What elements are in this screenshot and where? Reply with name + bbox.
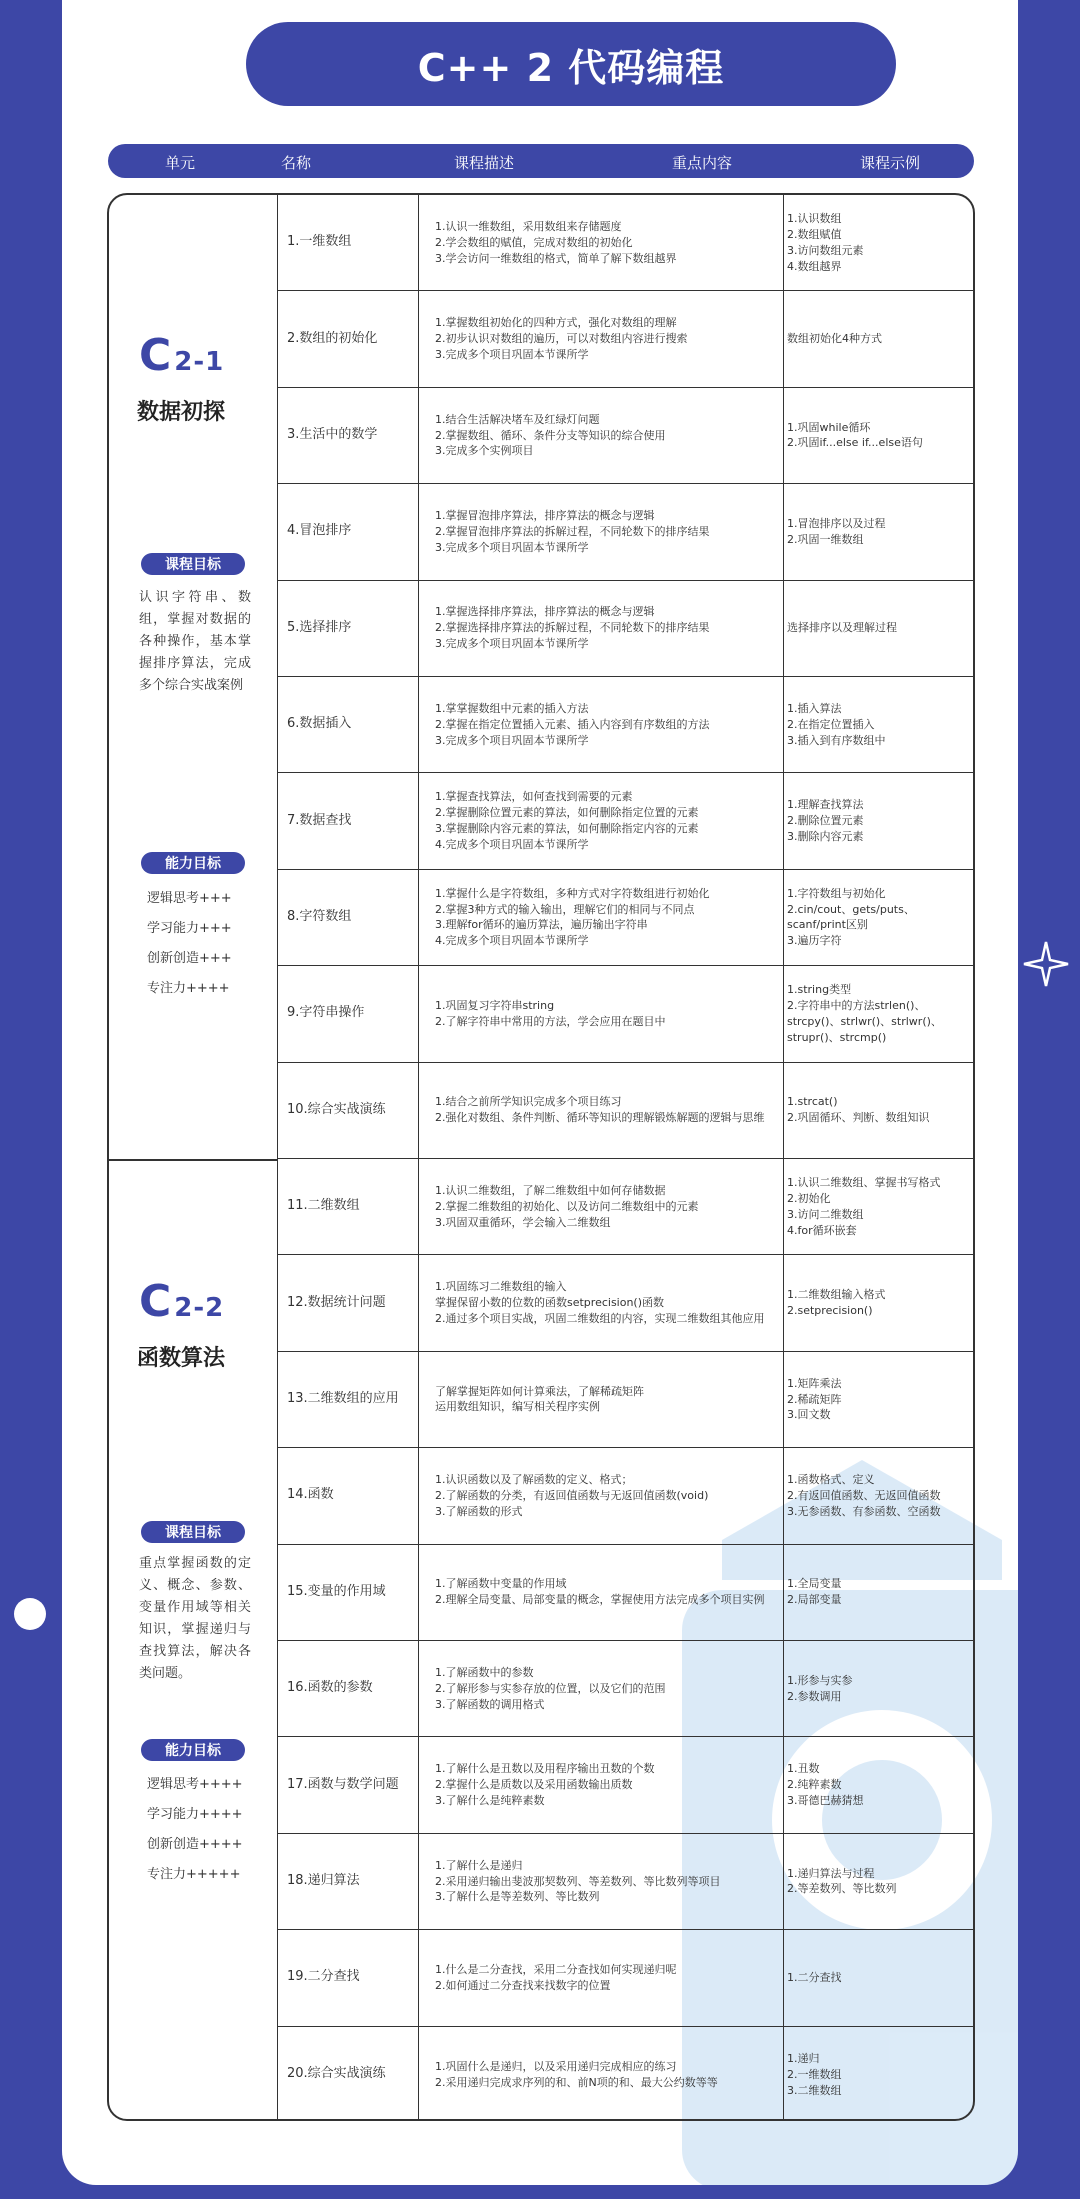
lesson-description [435,1737,769,1832]
description-line: 2.掌握数组、循环、条件分支等知识的综合使用 [435,428,666,442]
lesson-name: 1.一维数组 [287,234,352,250]
lesson-name: 3.生活中的数学 [287,427,378,443]
unit-name: 函数算法 [137,1346,226,1371]
example-line: 1.string类型 [787,983,852,996]
example-line: 2.初始化 [787,1191,831,1205]
lesson-name: 2.数组的初始化 [287,330,378,346]
decorative-dot [14,1598,46,1630]
example-line: 1.二分查找 [787,1970,842,1984]
example-line: 3.插入到有序数组中 [787,733,886,747]
lesson-examples [787,1737,973,1832]
lesson-examples [787,1545,973,1640]
description-line: 3.完成多个实例项目 [435,444,534,458]
table-row [277,388,975,484]
description-line: 2.通过多个项目实战，巩固二维数组的内容，实现二维数组其他应用 [435,1312,765,1326]
description-line: 1.认识函数以及了解函数的定义、格式； [435,1472,633,1486]
example-line: 1.巩固while循环 [787,420,871,434]
lesson-examples [787,1063,973,1158]
example-line: 2.删除位置元素 [787,814,864,828]
example-line: 1.插入算法 [787,701,842,715]
example-line: 1.认识数组 [787,211,842,225]
description-line: 2.掌握冒泡排序算法的拆解过程，不同轮数下的排序结果 [435,524,710,538]
example-line: 2.稀疏矩阵 [787,1392,842,1406]
table-row [277,1448,975,1544]
example-line: 1.字符数组与初始化 [787,886,886,900]
lesson-description [435,1545,769,1640]
description-line: 2.了解函数的分类，有返回值函数与无返回值函数(void) [435,1488,709,1502]
table-row [277,1063,975,1159]
lesson-examples [787,1641,973,1736]
lesson-examples [787,1352,973,1447]
lesson-examples [787,195,973,290]
description-line: 2.采用递归完成求序列的和、前N项的和、最大公约数等等 [435,2075,718,2089]
description-line: 2.掌握二维数组的初始化、以及访问二维数组中的元素 [435,1199,699,1213]
ability-label: 能力目标 [141,1739,245,1761]
lesson-examples [787,1255,973,1350]
description-line: 3.学会访问一维数组的格式，简单了解下数组越界 [435,251,677,265]
goal-text: 认识字符串、数组，掌握对数据的各种操作，基本掌握排序算法，完成多个综合实战案例 [139,590,251,694]
lesson-examples [787,870,973,965]
header-examples: 课程示例 [859,154,921,172]
description-line: 3.完成多个项目巩固本节课所学 [435,733,589,747]
unit-code: C2-2 [139,1276,225,1327]
lesson-description [435,1641,769,1736]
course-table [107,193,975,2121]
description-line: 1.什么是二分查找，采用二分查找如何实现递归呢 [435,1962,677,1976]
header-name: 名称 [280,154,312,172]
ability-item: 逻辑思考+++ [147,891,232,906]
example-line: 2.参数调用 [787,1689,842,1703]
description-line: 1.了解什么是丑数以及用程序输出丑数的个数 [435,1762,655,1776]
description-line: 4.完成多个项目巩固本节课所学 [435,934,589,948]
example-line: 4.for循环嵌套 [787,1223,857,1237]
example-line: 1.strcat() [787,1095,838,1109]
example-line: 2.setprecision() [787,1304,873,1318]
description-line: 2.理解全局变量、局部变量的概念，掌握使用方法完成多个项目实例 [435,1593,765,1607]
description-line: 3.了解什么是等差数列、等比数列 [435,1890,600,1904]
lesson-name: 8.字符数组 [287,909,352,925]
lesson-examples [787,581,973,676]
description-line: 1.认识二维数组，了解二维数组中如何存储数据 [435,1183,666,1197]
lesson-description [435,773,769,868]
description-line: 1.巩固练习二维数组的输入 [435,1280,567,1294]
lesson-description [435,1448,769,1543]
description-line: 2.掌握什么是质数以及采用函数输出质数 [435,1778,633,1792]
lesson-name: 20.综合实战演练 [287,2066,386,2082]
goal-text: 重点掌握函数的定义、概念、参数、变量作用域等相关知识，掌握递归与查找算法，解决各类问题。 [139,1556,251,1682]
description-line: 2.采用递归输出斐波那契数列、等差数列、等比数列等项目 [435,1874,721,1888]
ability-item: 学习能力++++ [147,1807,243,1822]
table-row [277,195,975,291]
description-line: 2.学会数组的赋值，完成对数组的初始化 [435,235,633,249]
description-line: 1.掌握冒泡排序算法，排序算法的概念与逻辑 [435,508,655,522]
example-line: 1.矩阵乘法 [787,1376,842,1390]
description-line: 1.掌掌握数组中元素的插入方法 [435,701,589,715]
sparkle-icon [1022,940,1070,988]
lesson-name: 11.二维数组 [287,1198,360,1214]
description-line: 1.结合之前所学知识完成多个项目练习 [435,1095,622,1109]
table-row [277,966,975,1062]
description-line: 2.了解形参与实参存放的位置，以及它们的范围 [435,1681,666,1695]
example-line: 3.回文数 [787,1408,831,1422]
table-header [108,144,974,178]
table-row [277,1641,975,1737]
example-line: 2.局部变量 [787,1593,842,1607]
example-line: 3.删除内容元素 [787,830,864,844]
table-row [277,677,975,773]
example-line: 数组初始化4种方式 [787,332,882,346]
lesson-description [435,966,769,1061]
lesson-description [435,2027,769,2121]
description-line: 2.掌握选择排序算法的拆解过程，不同轮数下的排序结果 [435,621,710,635]
example-line: 1.全局变量 [787,1577,842,1591]
description-line: 2.如何通过二分查找来找数字的位置 [435,1978,611,1992]
description-line: 1.掌握选择排序算法，排序算法的概念与逻辑 [435,605,655,619]
description-line: 4.完成多个项目巩固本节课所学 [435,838,589,852]
ability-item: 创新创造+++ [147,951,232,966]
lesson-name: 7.数据查找 [287,812,352,828]
lesson-name: 9.字符串操作 [287,1005,365,1021]
lesson-examples [787,2027,973,2121]
lesson-description [435,581,769,676]
table-row [277,1545,975,1641]
description-line: 2.强化对数组、条件判断、循环等知识的理解锻炼解题的逻辑与思维 [435,1111,765,1125]
goal-label: 课程目标 [141,553,245,575]
table-row [277,291,975,387]
lesson-description [435,388,769,483]
example-line: 1.认识二维数组、掌握书写格式 [787,1175,941,1189]
example-line: 1.丑数 [787,1762,820,1776]
lesson-examples [787,291,973,386]
lesson-examples [787,484,973,579]
header-key-content: 重点内容 [671,154,733,172]
unit-c2-1 [109,195,277,1159]
lesson-description [435,1352,769,1447]
example-line: 2.数组赋值 [787,227,842,241]
table-row [277,484,975,580]
lesson-description [435,1159,769,1254]
example-line: 3.无参函数、有参函数、空函数 [787,1504,941,1518]
lesson-description [435,1063,769,1158]
lesson-description [435,195,769,290]
unit-code: C2-1 [139,330,225,381]
example-line: 3.遍历字符 [787,934,842,948]
unit-c2-2 [109,1161,277,2121]
content-panel [62,0,1018,2185]
lesson-name: 16.函数的参数 [287,1680,373,1696]
example-line: 2.巩固循环、判断、数组知识 [787,1111,930,1125]
unit-name: 数据初探 [137,400,226,425]
example-line: 2.等差数列、等比数列 [787,1882,897,1896]
table-row [277,870,975,966]
lesson-name: 18.递归算法 [287,1873,360,1889]
lesson-examples [787,966,973,1061]
lesson-name: 17.函数与数学问题 [287,1776,399,1792]
description-line: 1.了解什么是递归 [435,1858,523,1872]
table-row [277,581,975,677]
table-row [277,773,975,869]
example-line: 3.二维数组 [787,2083,842,2097]
example-line: 2.巩固一维数组 [787,532,864,546]
page-title: C++ 2 代码编程 [246,22,896,106]
description-line: 3.完成多个项目巩固本节课所学 [435,637,589,651]
header-unit: 单元 [164,154,196,172]
description-line: 1.了解函数中变量的作用域 [435,1577,567,1591]
example-line: 2.cin/cout、gets/puts、scanf/print区别 [787,902,915,932]
lesson-description [435,1255,769,1350]
example-line: 1.理解查找算法 [787,798,864,812]
lesson-name: 15.变量的作用域 [287,1583,386,1599]
example-line: 3.哥德巴赫猜想 [787,1794,864,1808]
description-line: 2.掌握在指定位置插入元素、插入内容到有序数组的方法 [435,717,710,731]
description-line: 1.结合生活解决堵车及红绿灯问题 [435,412,600,426]
lesson-examples [787,1930,973,2025]
description-line: 3.了解函数的形式 [435,1504,523,1518]
lesson-description [435,1834,769,1929]
lesson-examples [787,677,973,772]
description-line: 运用数组知识，编写相关程序实例 [435,1400,600,1414]
description-line: 了解掌握矩阵如何计算乘法，了解稀疏矩阵 [435,1384,644,1398]
example-line: 1.递归 [787,2051,820,2065]
example-line: 2.巩固if...else if...else语句 [787,436,923,450]
description-line: 1.了解函数中的参数 [435,1665,534,1679]
example-line: 3.访问数组元素 [787,243,864,257]
description-line: 1.认识一维数组，采用数组来存储题度 [435,219,622,233]
table-row [277,1834,975,1930]
lesson-description [435,484,769,579]
description-line: 1.掌握什么是字符数组，多种方式对字符数组进行初始化 [435,886,710,900]
example-line: 2.有返回值函数、无返回值函数 [787,1488,941,1502]
ability-item: 学习能力+++ [147,921,232,936]
lesson-description [435,1930,769,2025]
lesson-name: 6.数据插入 [287,716,352,732]
lesson-examples [787,1448,973,1543]
example-line: 2.字符串中的方法strlen()、strcpy()、strlwr()、strlwr()、strupr()、strcmp() [787,998,942,1044]
ability-label: 能力目标 [141,852,245,874]
description-line: 3.完成多个项目巩固本节课所学 [435,348,589,362]
lesson-name: 5.选择排序 [287,619,352,635]
lesson-name: 12.数据统计问题 [287,1294,386,1310]
lesson-name: 14.函数 [287,1487,334,1503]
lesson-examples [787,388,973,483]
example-line: 3.访问二维数组 [787,1207,864,1221]
lesson-description [435,870,769,965]
description-line: 1.巩固什么是递归，以及采用递归完成相应的练习 [435,2059,677,2073]
ability-item: 专注力++++ [147,981,230,996]
description-line: 掌握保留小数的位数的函数setprecision()函数 [435,1296,665,1310]
example-line: 4.数组越界 [787,259,842,273]
description-line: 2.掌握删除位置元素的算法，如何删除指定位置的元素 [435,806,699,820]
lesson-name: 19.二分查找 [287,1969,360,1985]
description-line: 3.了解什么是纯粹素数 [435,1794,545,1808]
ability-item: 创新创造++++ [147,1837,243,1852]
lesson-name: 10.综合实战演练 [287,1101,386,1117]
lesson-description [435,291,769,386]
lesson-name: 13.二维数组的应用 [287,1391,399,1407]
header-description: 课程描述 [453,154,515,172]
description-line: 1.巩固复习字符串string [435,998,555,1012]
example-line: 1.函数格式、定义 [787,1472,875,1486]
lesson-description [435,677,769,772]
description-line: 3.巩固双重循环，学会输入二维数组 [435,1215,611,1229]
description-line: 1.掌握数组初始化的四种方式，强化对数组的理解 [435,316,677,330]
example-line: 选择排序以及理解过程 [787,621,897,635]
ability-item: 专注力+++++ [147,1867,241,1882]
description-line: 2.了解字符串中常用的方法，学会应用在题目中 [435,1014,666,1028]
example-line: 2.在指定位置插入 [787,717,875,731]
ability-item: 逻辑思考++++ [147,1777,243,1792]
description-line: 3.完成多个项目巩固本节课所学 [435,540,589,554]
example-line: 1.冒泡排序以及过程 [787,516,886,530]
example-line: 1.递归算法与过程 [787,1866,875,1880]
description-line: 1.掌握查找算法，如何查找到需要的元素 [435,790,633,804]
example-line: 1.二维数组输入格式 [787,1288,886,1302]
example-line: 2.一维数组 [787,2067,842,2081]
lesson-examples [787,1834,973,1929]
table-row [277,1159,975,1255]
example-line: 1.形参与实参 [787,1673,853,1687]
description-line: 3.理解for循环的遍历算法，遍历输出字符串 [435,918,648,932]
description-line: 2.初步认识对数组的遍历，可以对数组内容进行搜索 [435,332,688,346]
goal-label: 课程目标 [141,1521,245,1543]
table-row [277,1930,975,2026]
example-line: 2.纯粹素数 [787,1778,842,1792]
description-line: 3.掌握删除内容元素的算法，如何删除指定内容的元素 [435,822,699,836]
table-row [277,1737,975,1833]
table-row [277,2027,975,2121]
table-row [277,1255,975,1351]
table-row [277,1352,975,1448]
description-line: 2.掌握3种方式的输入输出，理解它们的相同与不同点 [435,902,695,916]
description-line: 3.了解函数的调用格式 [435,1697,545,1711]
lesson-name: 4.冒泡排序 [287,523,352,539]
lesson-examples [787,1159,973,1254]
lesson-examples [787,773,973,868]
